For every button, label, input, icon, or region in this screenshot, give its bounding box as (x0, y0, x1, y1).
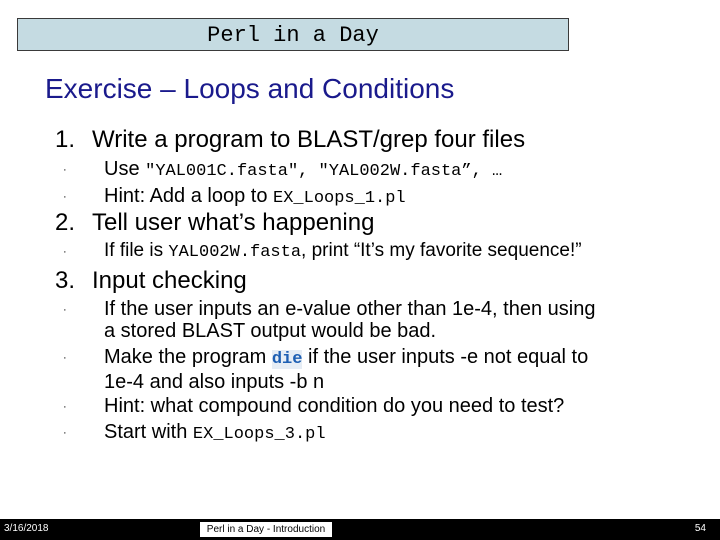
footer-bar (0, 519, 720, 540)
footer-date: 3/16/2018 (4, 523, 49, 534)
bullet-text: Hint: Add a loop to (104, 185, 274, 207)
bullet-1-1 (63, 158, 502, 183)
bullet-dot-icon: · (63, 245, 67, 258)
code-span: YAL002W.fasta (168, 243, 302, 262)
bullet-2-1 (63, 240, 582, 264)
bullet-text: Hint: what compound condition do you need to test? (104, 395, 565, 417)
item-number: 3. (55, 267, 76, 294)
bullet-text: Start with (104, 421, 193, 443)
slide-title: Exercise – Loops and Conditions (45, 73, 455, 104)
bullet-3-2 (63, 346, 588, 393)
bullet-dot-icon: · (63, 400, 67, 413)
bullet-dot-icon: · (63, 426, 67, 439)
bullet-dot-icon: · (63, 163, 67, 176)
item-text: Tell user what’s happening (92, 209, 375, 236)
bullet-text: Make the program (104, 346, 272, 368)
bullet-text: 1e-4 and also inputs -b n (104, 371, 325, 393)
item-number: 2. (55, 209, 76, 236)
bullet-text: if the user inputs -e not equal to (302, 346, 589, 368)
bullet-text: If file is (104, 240, 169, 261)
bullet-1-2 (63, 185, 406, 210)
bullet-text: , print “It’s my favorite sequence!” (301, 240, 582, 261)
item-number: 1. (55, 126, 76, 153)
list-item-3 (55, 267, 247, 295)
code-span: EX_Loops_1.pl (273, 189, 406, 208)
bullet-3-4 (63, 421, 326, 446)
list-item-2 (55, 209, 374, 237)
item-text: Write a program to BLAST/grep four files (92, 126, 526, 153)
bullet-text: If the user inputs an e-value other than 1e-4, then using (104, 298, 596, 320)
bullet-dot-icon: · (63, 190, 67, 203)
bullet-dot-icon: · (63, 351, 67, 364)
header-title: Perl in a Day (207, 23, 379, 48)
footer-title: Perl in a Day - Introduction (200, 522, 332, 537)
item-text: Input checking (92, 267, 247, 294)
bullet-3-1 (63, 298, 595, 342)
header-bar (17, 18, 569, 51)
bullet-text: a stored BLAST output would be bad. (104, 320, 437, 342)
list-item-1 (55, 126, 525, 154)
bullet-text: Use (104, 158, 146, 180)
bullet-3-3 (63, 395, 564, 418)
page-number: 54 (694, 523, 706, 534)
code-span: EX_Loops_3.pl (192, 425, 326, 444)
keyword-die: die (271, 350, 303, 369)
bullet-dot-icon: · (63, 303, 67, 316)
code-span: "YAL001C.fasta", "YAL002W.fasta”, … (145, 162, 503, 181)
